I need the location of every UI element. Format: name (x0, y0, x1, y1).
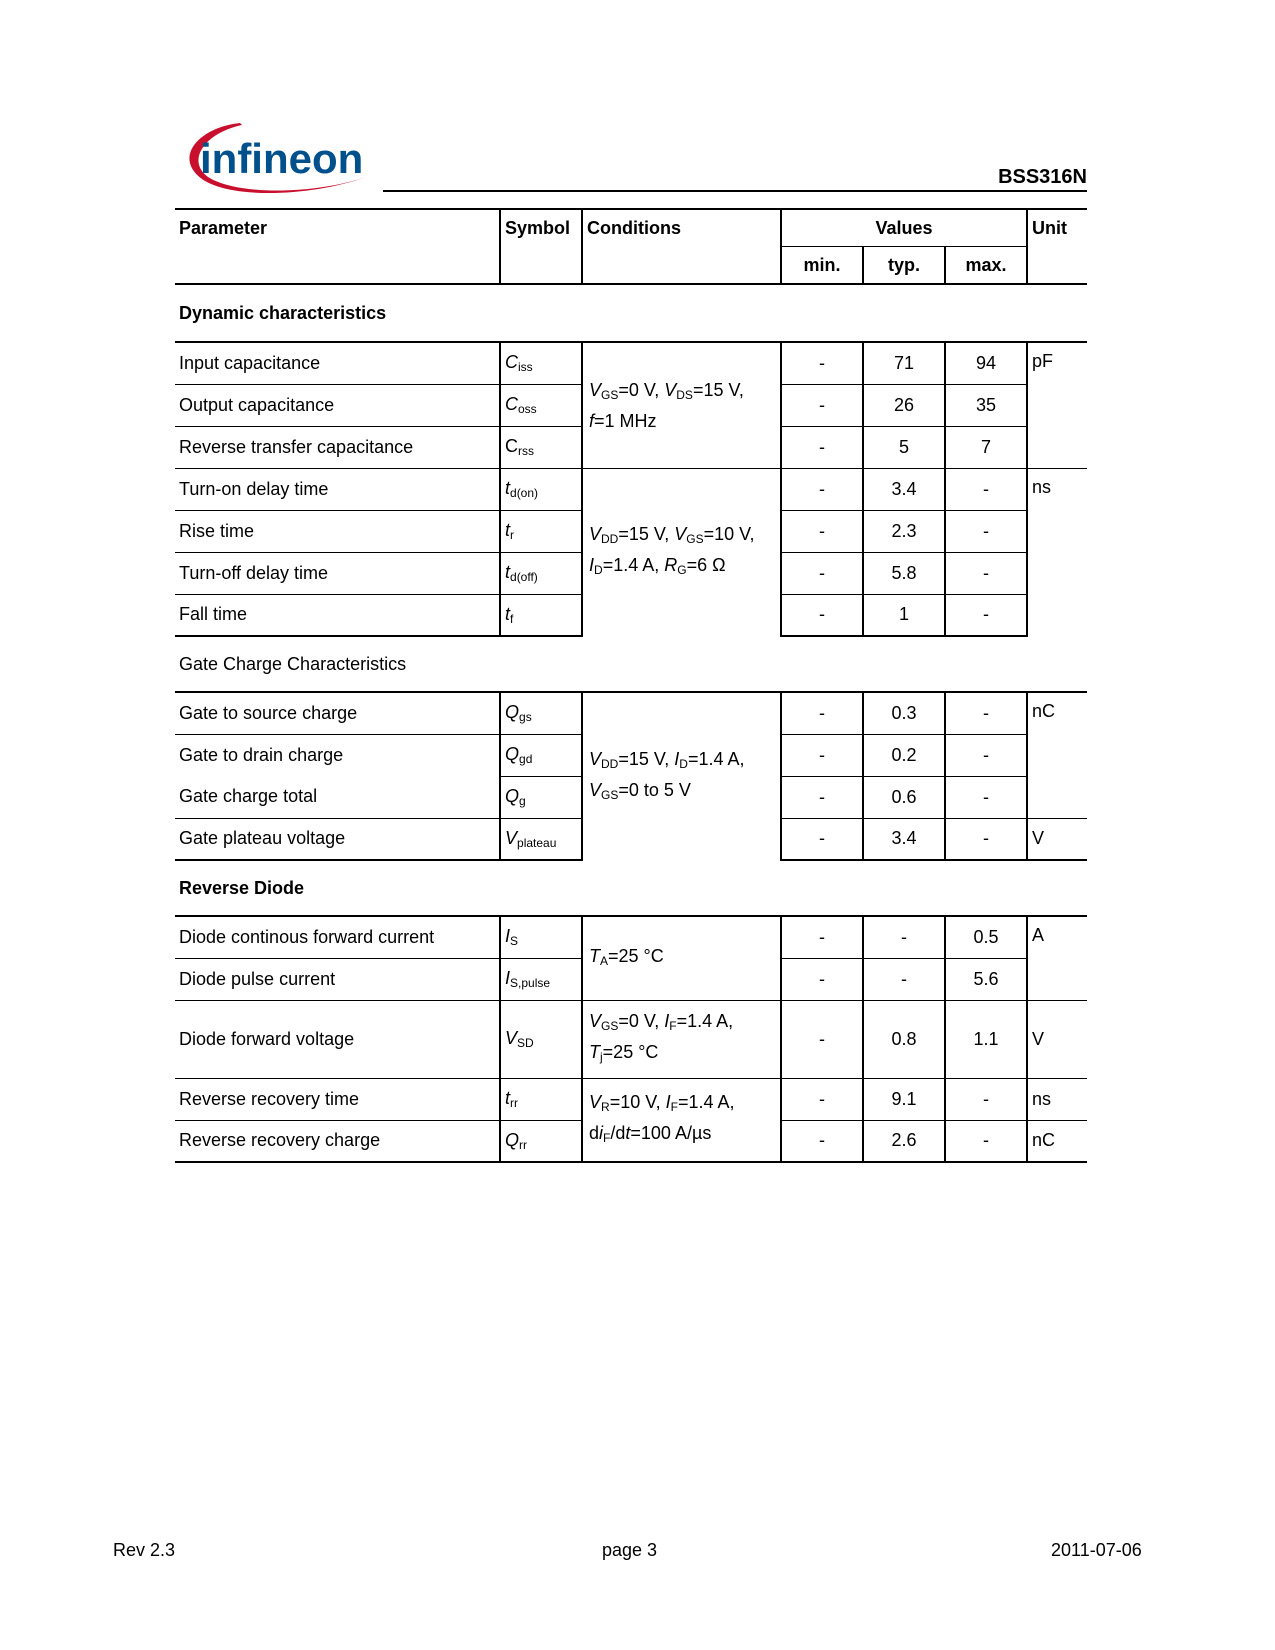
value-cell: 0.2 (863, 734, 945, 776)
section-gate-charge: Gate Charge Characteristics (179, 653, 407, 674)
spec-table (175, 208, 1087, 1163)
param-cell: Diode pulse current (175, 958, 500, 1000)
header-max: max. (945, 247, 1027, 285)
value-cell: - (945, 734, 1027, 776)
symbol-cell: $t_f$ (500, 594, 582, 636)
value-cell: - (781, 776, 863, 818)
value-cell: - (781, 818, 863, 860)
param-cell: Output capacitance (175, 384, 500, 426)
value-cell: - (781, 1120, 863, 1162)
header-values: Values (781, 209, 1027, 247)
unit-cell: A (1027, 916, 1087, 1000)
header-min: min. (781, 247, 863, 285)
unit-cell: pF (1027, 342, 1087, 468)
value-cell: - (863, 916, 945, 958)
table-row (175, 342, 1087, 384)
value-cell: - (781, 1078, 863, 1120)
value-cell: 26 (863, 384, 945, 426)
value-cell: - (781, 468, 863, 510)
value-cell: - (781, 342, 863, 384)
table-row (175, 692, 1087, 734)
value-cell: - (781, 734, 863, 776)
value-cell: 3.4 (863, 818, 945, 860)
param-cell: Turn-off delay time (175, 552, 500, 594)
section-row (175, 284, 1087, 342)
value-cell: - (945, 510, 1027, 552)
cond-diode-current: $T_A=25$ °C (582, 916, 781, 1000)
cond-capacitance: $V_{GS}=0$ V, $V_{DS}=15$ V, f=1 MHz (582, 342, 781, 468)
value-cell: - (781, 692, 863, 734)
value-cell: 1 (863, 594, 945, 636)
value-cell: - (781, 916, 863, 958)
value-cell: 35 (945, 384, 1027, 426)
table-row (175, 468, 1087, 510)
value-cell: - (781, 552, 863, 594)
header-symbol: Symbol (500, 209, 582, 284)
section-row (175, 860, 1087, 916)
value-cell: - (945, 818, 1027, 860)
param-cell: Fall time (175, 594, 500, 636)
param-cell: Gate to source charge (175, 692, 500, 734)
value-cell: - (781, 384, 863, 426)
param-cell: Reverse recovery charge (175, 1120, 500, 1162)
header-typ: typ. (863, 247, 945, 285)
value-cell: 5.8 (863, 552, 945, 594)
cond-diode-voltage: $V_{GS}=0$ V, $I_F=1.4$ A, $T_j=25$ °C (582, 1000, 781, 1078)
value-cell: 71 (863, 342, 945, 384)
value-cell: - (781, 594, 863, 636)
value-cell: - (945, 776, 1027, 818)
symbol-cell: $C_{oss}$ (500, 384, 582, 426)
section-reverse-diode: Reverse Diode (179, 877, 305, 898)
unit-cell: ns (1027, 468, 1087, 636)
table-row (175, 916, 1087, 958)
table-header-row (175, 209, 1087, 247)
value-cell: 0.6 (863, 776, 945, 818)
symbol-cell: $Q_{gs}$ (500, 692, 582, 734)
value-cell: - (945, 692, 1027, 734)
header-conditions: Conditions (582, 209, 781, 284)
value-cell: 94 (945, 342, 1027, 384)
unit-cell: V (1027, 818, 1087, 860)
value-cell: 9.1 (863, 1078, 945, 1120)
unit-cell: V (1027, 1000, 1087, 1078)
param-cell: Diode forward voltage (175, 1000, 500, 1078)
param-cell: Rise time (175, 510, 500, 552)
cond-gate-charge: $V_{DD}=15$ V, $I_D=1.4$ A, $V_{GS}=0$ to 5 V (582, 692, 781, 860)
param-cell: Gate plateau voltage (175, 818, 500, 860)
param-cell: Input capacitance (175, 342, 500, 384)
infineon-logo (180, 117, 376, 201)
logo-text: infineon (200, 135, 364, 182)
value-cell: - (945, 1078, 1027, 1120)
header-unit: Unit (1027, 209, 1087, 284)
header-rule (383, 190, 1087, 192)
symbol-cell: $t_{rr}$ (500, 1078, 582, 1120)
symbol-cell: $C_{iss}$ (500, 342, 582, 384)
table-row (175, 1078, 1087, 1120)
value-cell: 1.1 (945, 1000, 1027, 1078)
cond-switching: $V_{DD}=15$ V, $V_{GS}=10$ V, $I_D=1.4$ A, $R_G=6$ Ω (582, 468, 781, 636)
value-cell: 3.4 (863, 468, 945, 510)
footer-page: page 3 (602, 1540, 658, 1560)
symbol-cell: $C_{rss}$ (500, 426, 582, 468)
param-cell: Diode continous forward current (175, 916, 500, 958)
unit-cell: nC (1027, 692, 1087, 818)
unit-cell: nC (1027, 1120, 1087, 1162)
symbol-cell: $Q_{gd}$ (500, 734, 582, 776)
value-cell: - (781, 958, 863, 1000)
param-cell: Gate to drain charge (175, 734, 500, 776)
value-cell: - (945, 552, 1027, 594)
symbol-cell: $t_r$ (500, 510, 582, 552)
header-parameter: Parameter (175, 209, 500, 284)
value-cell: 5 (863, 426, 945, 468)
param-cell: Reverse recovery time (175, 1078, 500, 1120)
value-cell: - (945, 594, 1027, 636)
value-cell: 2.3 (863, 510, 945, 552)
param-cell: Gate charge total (179, 786, 318, 807)
symbol-cell: $I_{S,pulse}$ (500, 958, 582, 1000)
footer-date: 2011-07-06 (1051, 1540, 1142, 1560)
cond-reverse-recovery: $V_R=10$ V, $I_F=1.4$ A, $di_F/dt=100$ A/µs (582, 1078, 781, 1162)
table-row (175, 1000, 1087, 1078)
value-cell: 7 (945, 426, 1027, 468)
value-cell: - (781, 426, 863, 468)
symbol-cell: $Q_{rr}$ (500, 1120, 582, 1162)
value-cell: 0.3 (863, 692, 945, 734)
symbol-cell: $I_S$ (500, 916, 582, 958)
param-cell: Reverse transfer capacitance (175, 426, 500, 468)
symbol-cell: $V_{plateau}$ (500, 818, 582, 860)
section-dynamic: Dynamic characteristics (175, 284, 1087, 342)
section-row (175, 636, 1087, 692)
param-cell: Turn-on delay time (175, 468, 500, 510)
part-number: BSS316N (998, 166, 1087, 188)
value-cell: - (863, 958, 945, 1000)
footer-revision: Rev 2.3 (113, 1540, 176, 1560)
value-cell: 0.5 (945, 916, 1027, 958)
value-cell: - (945, 1120, 1027, 1162)
symbol-cell: $t_{d(off)}$ (500, 552, 582, 594)
symbol-cell: $Q_g$ (500, 776, 582, 818)
value-cell: 2.6 (863, 1120, 945, 1162)
value-cell: 0.8 (863, 1000, 945, 1078)
value-cell: - (945, 468, 1027, 510)
value-cell: - (781, 510, 863, 552)
symbol-cell: $t_{d(on)}$ (500, 468, 582, 510)
unit-cell: ns (1027, 1078, 1087, 1120)
symbol-cell: $V_{SD}$ (500, 1000, 582, 1078)
value-cell: 5.6 (945, 958, 1027, 1000)
value-cell: - (781, 1000, 863, 1078)
